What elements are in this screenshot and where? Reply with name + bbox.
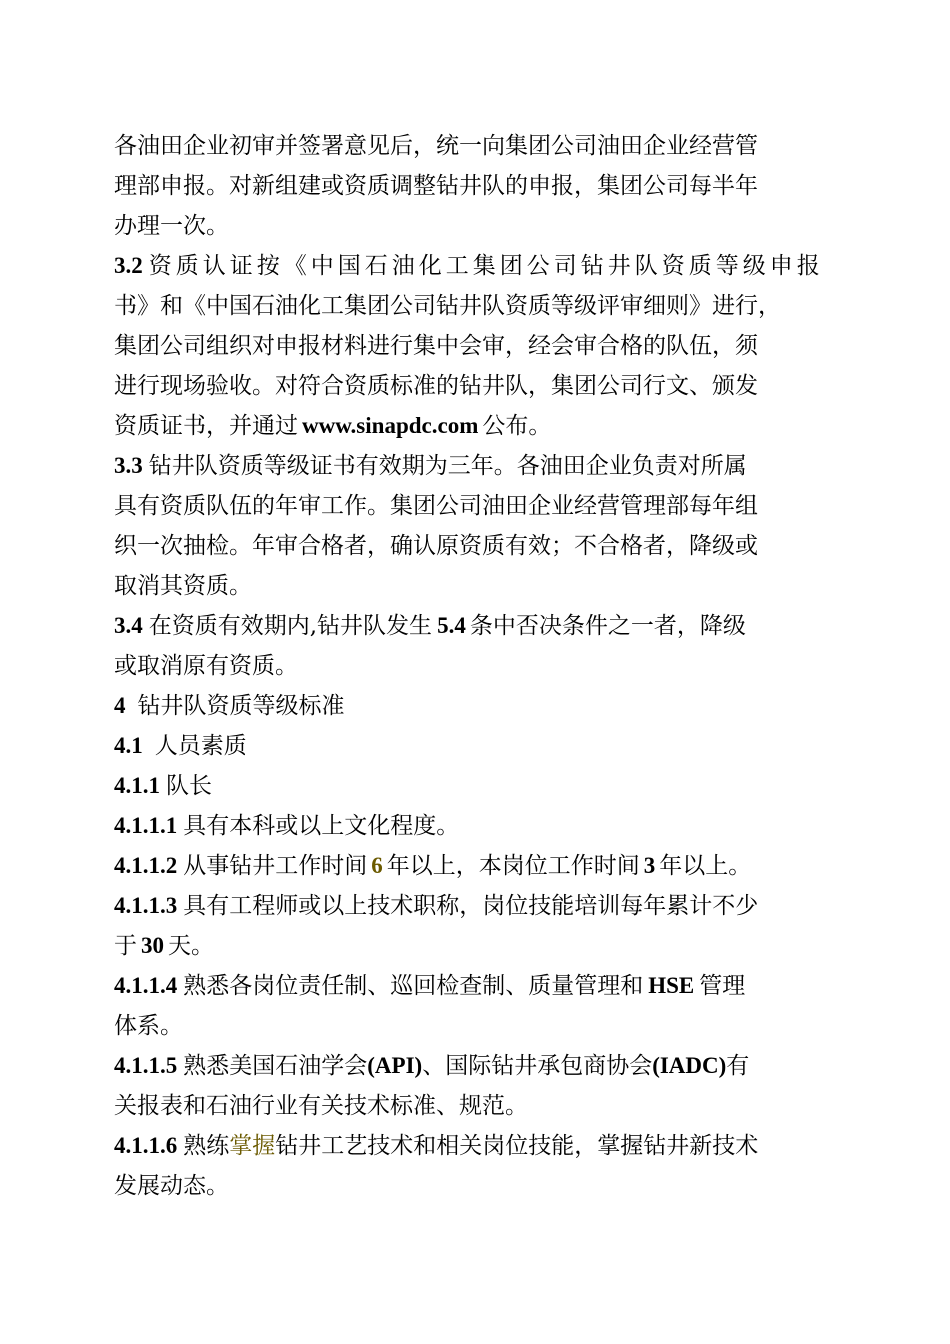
- acronym-text: (API): [367, 1053, 423, 1078]
- text-run: 书》和《中国石油化工集团公司钻井队资质等级评审细则》进行，: [114, 293, 781, 319]
- text-run: 熟练: [183, 1133, 230, 1159]
- paragraph-line: [114, 1166, 840, 1206]
- paragraph-line: [114, 1006, 840, 1046]
- item-number: 4.1.1.5: [114, 1053, 178, 1078]
- item-4-1-1-3: [114, 886, 840, 926]
- heading-number: 4.1: [114, 733, 143, 758]
- item-number: 4.1.1.1: [114, 813, 178, 838]
- text-run: 条中否决条件之一者，降级: [469, 613, 746, 639]
- paragraph-line: [114, 366, 840, 406]
- clause-3-3-line: [114, 446, 840, 486]
- text-run: 关报表和石油行业有关技术标准、规范。: [114, 1093, 528, 1119]
- text-run: 在资质有效期内,钻井队发生: [148, 613, 433, 639]
- paragraph-line: [114, 326, 840, 366]
- paragraph-line: [114, 206, 840, 246]
- clause-reference: 5.4: [437, 613, 466, 638]
- number-value: 30: [141, 933, 164, 958]
- text-run: 公布。: [482, 413, 552, 439]
- text-run: 各油田企业初审并签署意见后，统一向集团公司油田企业经营管: [114, 133, 758, 159]
- text-run: 钻井工艺技术和相关岗位技能，掌握钻井新技术: [275, 1133, 759, 1159]
- text-run: 年以上。: [659, 853, 752, 879]
- text-run: 或取消原有资质。: [114, 653, 298, 679]
- heading-text: 人员素质: [154, 733, 247, 759]
- text-run: 体系。: [114, 1013, 183, 1039]
- document-page: [114, 126, 840, 1206]
- clause-number: 3.4: [114, 613, 143, 638]
- text-run: 具有本科或以上文化程度。: [183, 813, 460, 839]
- item-number: 4.1.1.6: [114, 1133, 178, 1158]
- website-text: www.sinapdc.com: [302, 413, 479, 438]
- text-run: 发展动态。: [114, 1173, 229, 1199]
- item-4-1-1-2: [114, 846, 840, 886]
- text-run: 理部申报。对新组建或资质调整钻井队的申报，集团公司每半年: [114, 173, 758, 199]
- paragraph-line: [114, 486, 840, 526]
- text-run: 资质认证按《中国石油化工集团公司钻井队资质等级申报: [148, 253, 824, 279]
- text-run: 织一次抽检。年审合格者，确认原资质有效；不合格者，降级或: [114, 533, 758, 559]
- heading-number: 4.1.1: [114, 773, 160, 798]
- item-4-1-1-6: [114, 1126, 840, 1166]
- highlighted-number: 6: [371, 853, 383, 878]
- paragraph-line: [114, 1086, 840, 1126]
- heading-number: 4: [114, 693, 126, 718]
- heading-text: 钻井队资质等级标准: [137, 693, 345, 719]
- text-run: 有: [726, 1053, 750, 1079]
- clause-3-2-line: [114, 246, 840, 286]
- text-run: 管理: [699, 973, 746, 999]
- acronym-text: (IADC): [652, 1053, 727, 1078]
- text-run: 从事钻井工作时间: [183, 853, 368, 879]
- paragraph-line: [114, 646, 840, 686]
- paragraph-line: [114, 406, 840, 446]
- item-number: 4.1.1.3: [114, 893, 178, 918]
- paragraph-line: [114, 566, 840, 606]
- text-run: 于: [114, 933, 137, 959]
- text-run: 具有工程师或以上技术职称，岗位技能培训每年累计不少: [183, 893, 759, 919]
- heading-4-1: [114, 726, 840, 766]
- number-value: 3: [643, 853, 656, 878]
- item-4-1-1-5: [114, 1046, 840, 1086]
- text-run: 年以上，本岗位工作时间: [386, 853, 640, 879]
- clause-number: 3.2: [114, 253, 143, 278]
- text-run: 资质证书，并通过: [114, 413, 298, 439]
- heading-text: 队长: [166, 773, 212, 799]
- text-run: 天。: [168, 933, 214, 959]
- text-run: 取消其资质。: [114, 573, 252, 599]
- text-run: 具有资质队伍的年审工作。集团公司油田企业经营管理部每年组: [114, 493, 758, 519]
- paragraph-line: [114, 286, 840, 326]
- clause-3-4-line: [114, 606, 840, 646]
- paragraph-line: [114, 166, 840, 206]
- item-4-1-1-4: [114, 966, 840, 1006]
- acronym-text: HSE: [648, 973, 695, 998]
- heading-4: [114, 686, 840, 726]
- text-run: 进行现场验收。对符合资质标准的钻井队，集团公司行文、颁发: [114, 373, 758, 399]
- text-run: 、国际钻井承包商协会: [422, 1053, 653, 1079]
- heading-4-1-1: [114, 766, 840, 806]
- paragraph-line: [114, 926, 840, 966]
- paragraph-line: [114, 526, 840, 566]
- text-run: 熟悉美国石油学会: [183, 1053, 368, 1079]
- paragraph-line: [114, 126, 840, 166]
- item-number: 4.1.1.2: [114, 853, 178, 878]
- text-run: 钻井队资质等级证书有效期为三年。各油田企业负责对所属: [148, 453, 747, 479]
- item-number: 4.1.1.4: [114, 973, 178, 998]
- highlighted-text: 掌握: [229, 1133, 276, 1159]
- item-4-1-1-1: [114, 806, 840, 846]
- text-run: 熟悉各岗位责任制、巡回检查制、质量管理和: [183, 973, 644, 999]
- text-run: 办理一次。: [114, 213, 229, 239]
- clause-number: 3.3: [114, 453, 143, 478]
- text-run: 集团公司组织对申报材料进行集中会审，经会审合格的队伍，须: [114, 333, 758, 359]
